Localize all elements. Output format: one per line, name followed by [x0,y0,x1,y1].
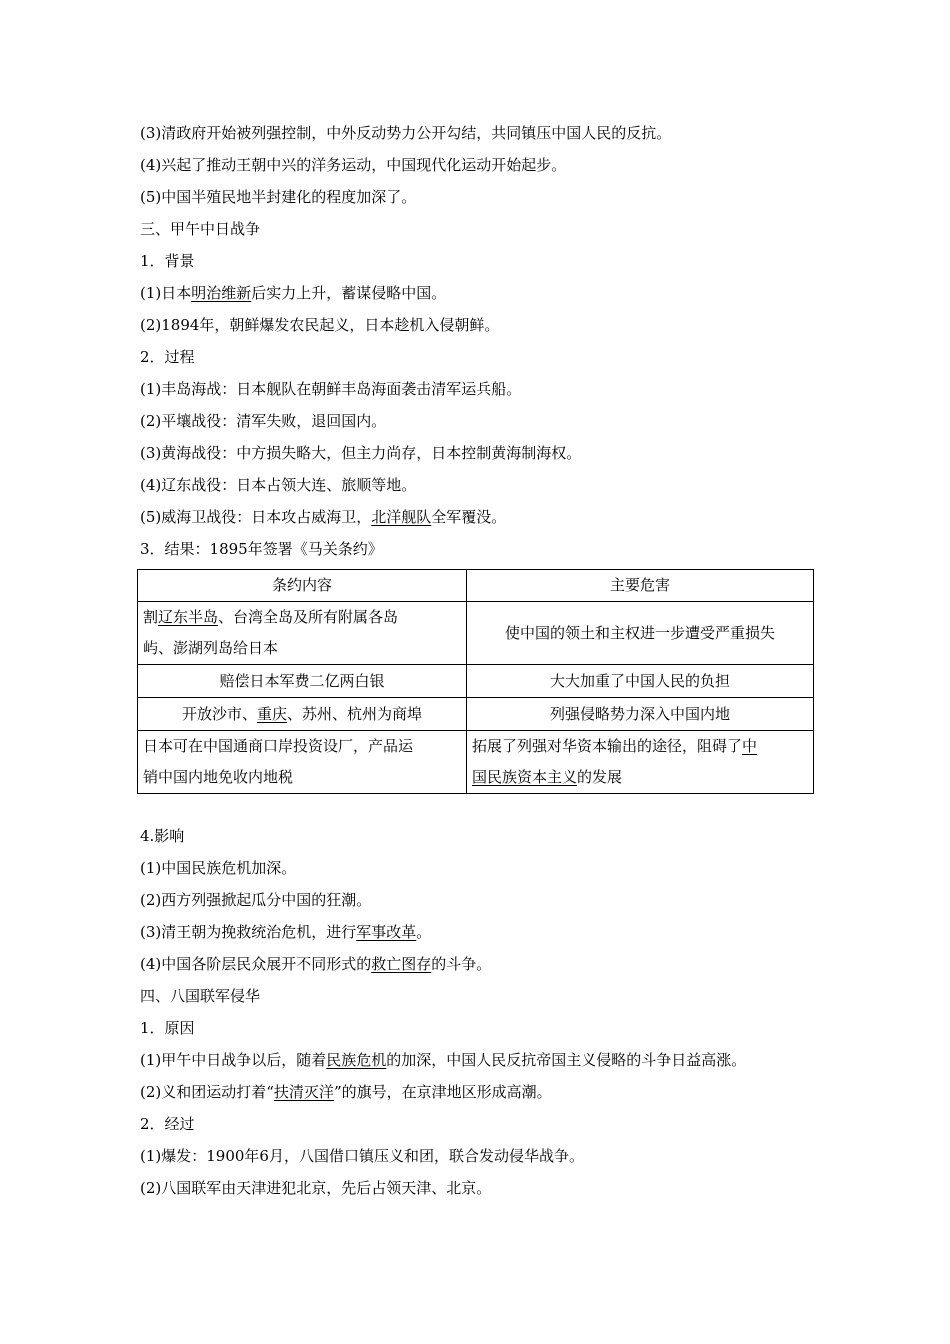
table-cell: 日本可在中国通商口岸投资设厂，产品运 销中国内地免收内地税 [138,731,467,794]
subheading: 3．结果：1895年签署《马关条约》 [140,540,383,558]
column-header: 条约内容 [138,570,467,602]
key-term: 重庆 [256,704,287,723]
table-row [138,698,814,731]
key-term: 国民族资本主义 [472,768,578,786]
paragraph: (1)日本明治维新后实力上升，蓄谋侵略中国。 [140,284,447,302]
paragraph: (1)中国民族危机加深。 [140,859,297,877]
subheading: 1．背景 [140,252,195,270]
paragraph: (4)兴起了推动王朝中兴的洋务运动，中国现代化运动开始起步。 [140,156,567,174]
paragraph: (4)中国各阶层民众展开不同形式的救亡图存的斗争。 [140,955,492,973]
paragraph: (3)黄海战役：中方损失略大，但主力尚存，日本控制黄海制海权。 [140,444,582,462]
table-cell: 割辽东半岛、台湾全岛及所有附属各岛 屿、澎湖列岛给日本 [138,602,467,665]
key-term: 救亡图存 [371,955,432,973]
paragraph: (5)威海卫战役：日本攻占威海卫，北洋舰队全军覆没。 [140,508,507,526]
key-term: 扶清灭洋 [273,1083,334,1101]
table-cell: 拓展了列强对华资本输出的途径，阻碍了中 国民族资本主义的发展 [467,731,814,794]
table-row [138,731,814,794]
treaty-table [137,569,814,794]
table-cell: 开放沙市、重庆、苏州、杭州为商埠 [138,698,467,731]
section-heading: 三、甲午中日战争 [140,220,261,238]
paragraph: (3)清政府开始被列强控制，中外反动势力公开勾结，共同镇压中国人民的反抗。 [140,124,672,142]
key-term: 北洋舰队 [371,508,432,526]
subheading: 2．经过 [140,1115,195,1133]
paragraph: (5)中国半殖民地半封建化的程度加深了。 [140,188,417,206]
column-header: 主要危害 [467,570,814,602]
table-cell: 列强侵略势力深入中国内地 [467,698,814,731]
paragraph: (2)1894年，朝鲜爆发农民起义，日本趁机入侵朝鲜。 [140,316,500,334]
paragraph: (2)义和团运动打着“扶清灭洋”的旗号，在京津地区形成高潮。 [140,1083,552,1101]
section-heading: 四、八国联军侵华 [140,987,261,1005]
paragraph: (1)甲午中日战争以后，随着民族危机的加深，中国人民反抗帝国主义侵略的斗争日益高涨。 [140,1051,747,1069]
key-term: 明治维新 [191,284,252,302]
paragraph: (3)清王朝为挽救统治危机，进行军事改革。 [140,923,432,941]
subheading: 2．过程 [140,348,195,366]
key-term: 军事改革 [356,923,417,941]
paragraph: (1)丰岛海战：日本舰队在朝鲜丰岛海面袭击清军运兵船。 [140,380,522,398]
paragraph: (4)辽东战役：日本占领大连、旅顺等地。 [140,476,417,494]
key-term: 辽东半岛 [158,608,219,626]
table-row [138,602,814,665]
table-cell: 使中国的领土和主权进一步遭受严重损失 [467,602,814,665]
table-row [138,665,814,698]
table-cell: 赔偿日本军费二亿两白银 [138,665,467,698]
paragraph: (2)西方列强掀起瓜分中国的狂潮。 [140,891,372,909]
subheading: 4.影响 [140,827,185,845]
key-term: 中 [742,737,758,755]
paragraph: (2)八国联军由天津进犯北京，先后占领天津、北京。 [140,1179,492,1197]
key-term: 民族危机 [326,1051,387,1069]
subheading: 1．原因 [140,1019,195,1037]
table-header-row [138,570,814,602]
paragraph: (2)平壤战役：清军失败，退回国内。 [140,412,387,430]
paragraph: (1)爆发：1900年6月，八国借口镇压义和团，联合发动侵华战争。 [140,1147,584,1165]
table-cell: 大大加重了中国人民的负担 [467,665,814,698]
